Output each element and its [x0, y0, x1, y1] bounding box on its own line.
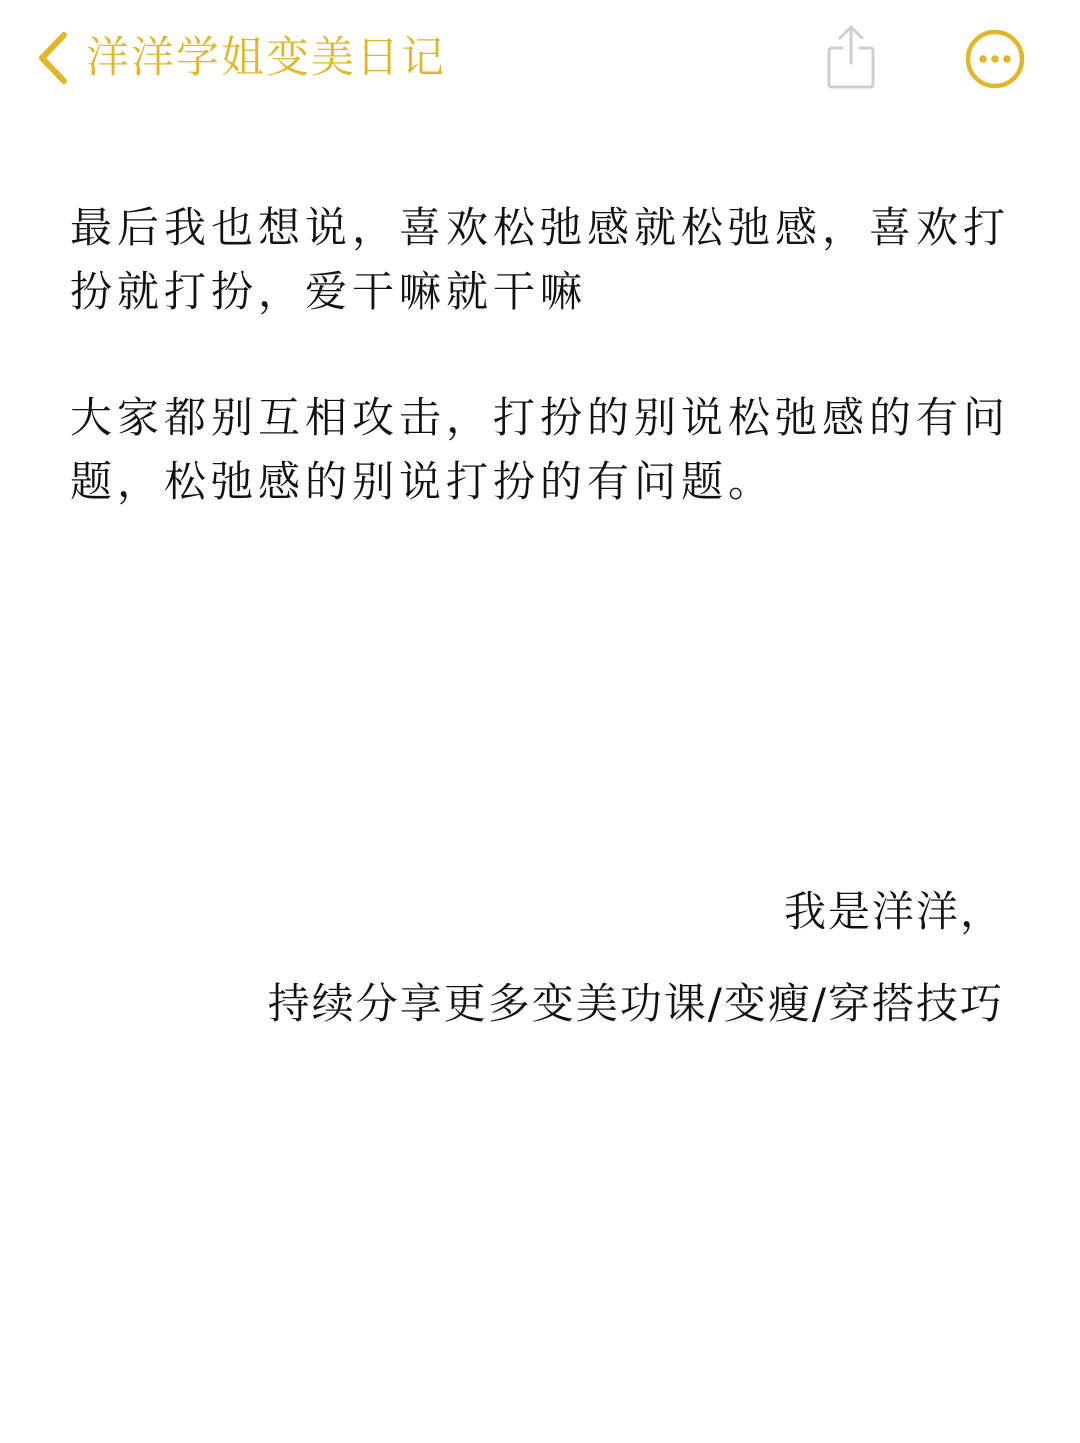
more-options-button[interactable] [962, 26, 1028, 92]
share-icon [823, 23, 879, 91]
navigation-bar [0, 0, 1080, 120]
note-folder-title[interactable]: 洋洋学姐变美日记 [86, 33, 446, 83]
signature-tagline: 持续分享更多变美功课/变瘦/穿搭技巧 [267, 979, 1004, 1028]
back-button[interactable] [22, 22, 82, 94]
note-paragraph: 最后我也想说，喜欢松弛感就松弛感，喜欢打扮就打扮，爱干嘛就干嘛 [70, 203, 1011, 316]
note-body[interactable] [70, 196, 1010, 514]
signature-block [268, 880, 1004, 1036]
note-paragraph: 大家都别互相攻击，打扮的别说松弛感的有问题，松弛感的别说打扮的有问题。 [70, 393, 1011, 506]
chevron-left-icon [32, 29, 72, 87]
ellipsis-circle-icon [964, 28, 1026, 90]
signature-name-line: 我是洋洋， [783, 887, 1004, 936]
share-button[interactable] [818, 20, 884, 94]
